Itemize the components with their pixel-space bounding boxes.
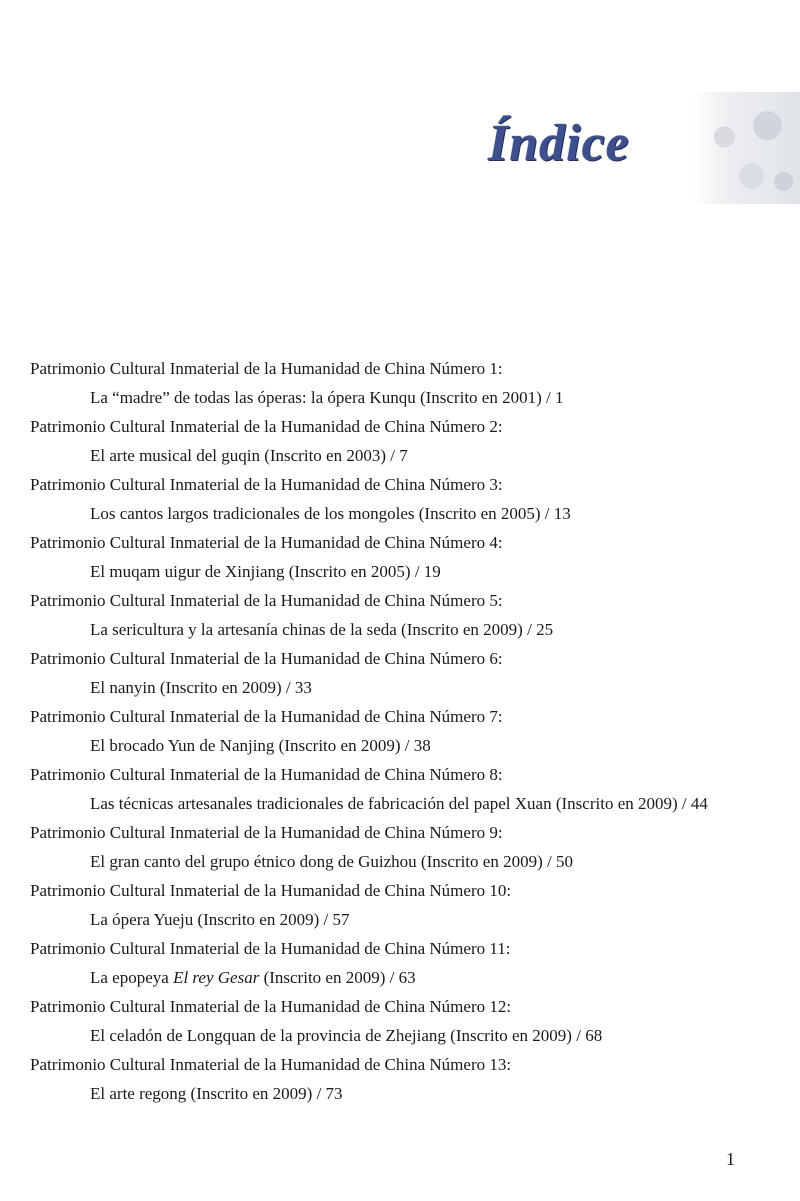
toc-entry-title-text: El gran canto del grupo étnico dong de Guizhou (Inscrito en 2009) / 50 [90,852,573,871]
toc-entry-heading: Patrimonio Cultural Inmaterial de la Humanidad de China Número 3: [30,475,503,494]
toc-entry-title-text: La ópera Yueju (Inscrito en 2009) / 57 [90,910,350,929]
page-number: 1 [726,1149,735,1169]
toc-entry [30,992,780,1050]
toc-entry-heading: Patrimonio Cultural Inmaterial de la Humanidad de China Número 8: [30,765,503,784]
toc-entry [30,470,780,528]
toc-entry [30,702,780,760]
toc-entry-title[interactable] [30,847,780,876]
toc-entry-title[interactable] [30,441,780,470]
toc-entry-title[interactable] [30,557,780,586]
toc-entry-title-text: La epopeya [90,968,174,987]
toc-entry-title-text: La “madre” de todas las óperas: la ópera Kunqu (Inscrito en 2001) / 1 [90,388,564,407]
toc-entry-heading: Patrimonio Cultural Inmaterial de la Humanidad de China Número 1: [30,359,503,378]
toc-entry-title-text: El arte musical del guqin (Inscrito en 2003) / 7 [90,446,408,465]
table-of-contents [30,354,780,1108]
toc-entry-title[interactable] [30,1021,780,1050]
decorative-corner-pattern [692,92,800,204]
toc-entry-heading: Patrimonio Cultural Inmaterial de la Humanidad de China Número 7: [30,707,503,726]
toc-entry-heading: Patrimonio Cultural Inmaterial de la Humanidad de China Número 13: [30,1055,512,1074]
toc-entry-heading: Patrimonio Cultural Inmaterial de la Humanidad de China Número 5: [30,591,503,610]
toc-entry-title[interactable] [30,615,780,644]
toc-entry-heading: Patrimonio Cultural Inmaterial de la Humanidad de China Número 4: [30,533,503,552]
toc-entry-heading: Patrimonio Cultural Inmaterial de la Humanidad de China Número 2: [30,417,503,436]
toc-entry [30,586,780,644]
toc-entry [30,644,780,702]
toc-entry-heading: Patrimonio Cultural Inmaterial de la Humanidad de China Número 11: [30,939,511,958]
toc-entry-title[interactable] [30,731,780,760]
toc-entry [30,1050,780,1108]
toc-entry-title-text: El nanyin (Inscrito en 2009) / 33 [90,678,312,697]
toc-entry-title-text: El muqam uigur de Xinjiang (Inscrito en 2005) / 19 [90,562,441,581]
toc-entry [30,876,780,934]
toc-entry-title-suffix: (Inscrito en 2009) / 63 [259,968,416,987]
toc-entry [30,818,780,876]
toc-entry-title[interactable] [30,789,780,818]
toc-entry-title[interactable] [30,905,780,934]
toc-entry-title-text: El arte regong (Inscrito en 2009) / 73 [90,1084,343,1103]
toc-entry [30,760,780,818]
toc-entry [30,412,780,470]
toc-entry-title-text: El celadón de Longquan de la provincia de Zhejiang (Inscrito en 2009) / 68 [90,1026,603,1045]
toc-entry-heading: Patrimonio Cultural Inmaterial de la Humanidad de China Número 10: [30,881,512,900]
toc-entry [30,528,780,586]
toc-entry-heading: Patrimonio Cultural Inmaterial de la Humanidad de China Número 12: [30,997,512,1016]
toc-entry-title[interactable] [30,963,780,992]
toc-entry-title[interactable] [30,673,780,702]
toc-entry-title-text: Las técnicas artesanales tradicionales de fabricación del papel Xuan (Inscrito en 2009) / 44 [90,794,708,813]
page-title: Índice [488,115,630,172]
toc-entry-title[interactable] [30,383,780,412]
toc-entry [30,354,780,412]
toc-entry-heading: Patrimonio Cultural Inmaterial de la Humanidad de China Número 6: [30,649,503,668]
toc-entry [30,934,780,992]
toc-entry-title[interactable] [30,1079,780,1108]
toc-entry-title-text: La sericultura y la artesanía chinas de la seda (Inscrito en 2009) / 25 [90,620,554,639]
toc-entry-heading: Patrimonio Cultural Inmaterial de la Humanidad de China Número 9: [30,823,503,842]
toc-entry-title-text: El brocado Yun de Nanjing (Inscrito en 2009) / 38 [90,736,431,755]
toc-entry-title-text: Los cantos largos tradicionales de los mongoles (Inscrito en 2005) / 13 [90,504,571,523]
toc-entry-title[interactable] [30,499,780,528]
toc-entry-title-italic: El rey Gesar [173,968,260,987]
